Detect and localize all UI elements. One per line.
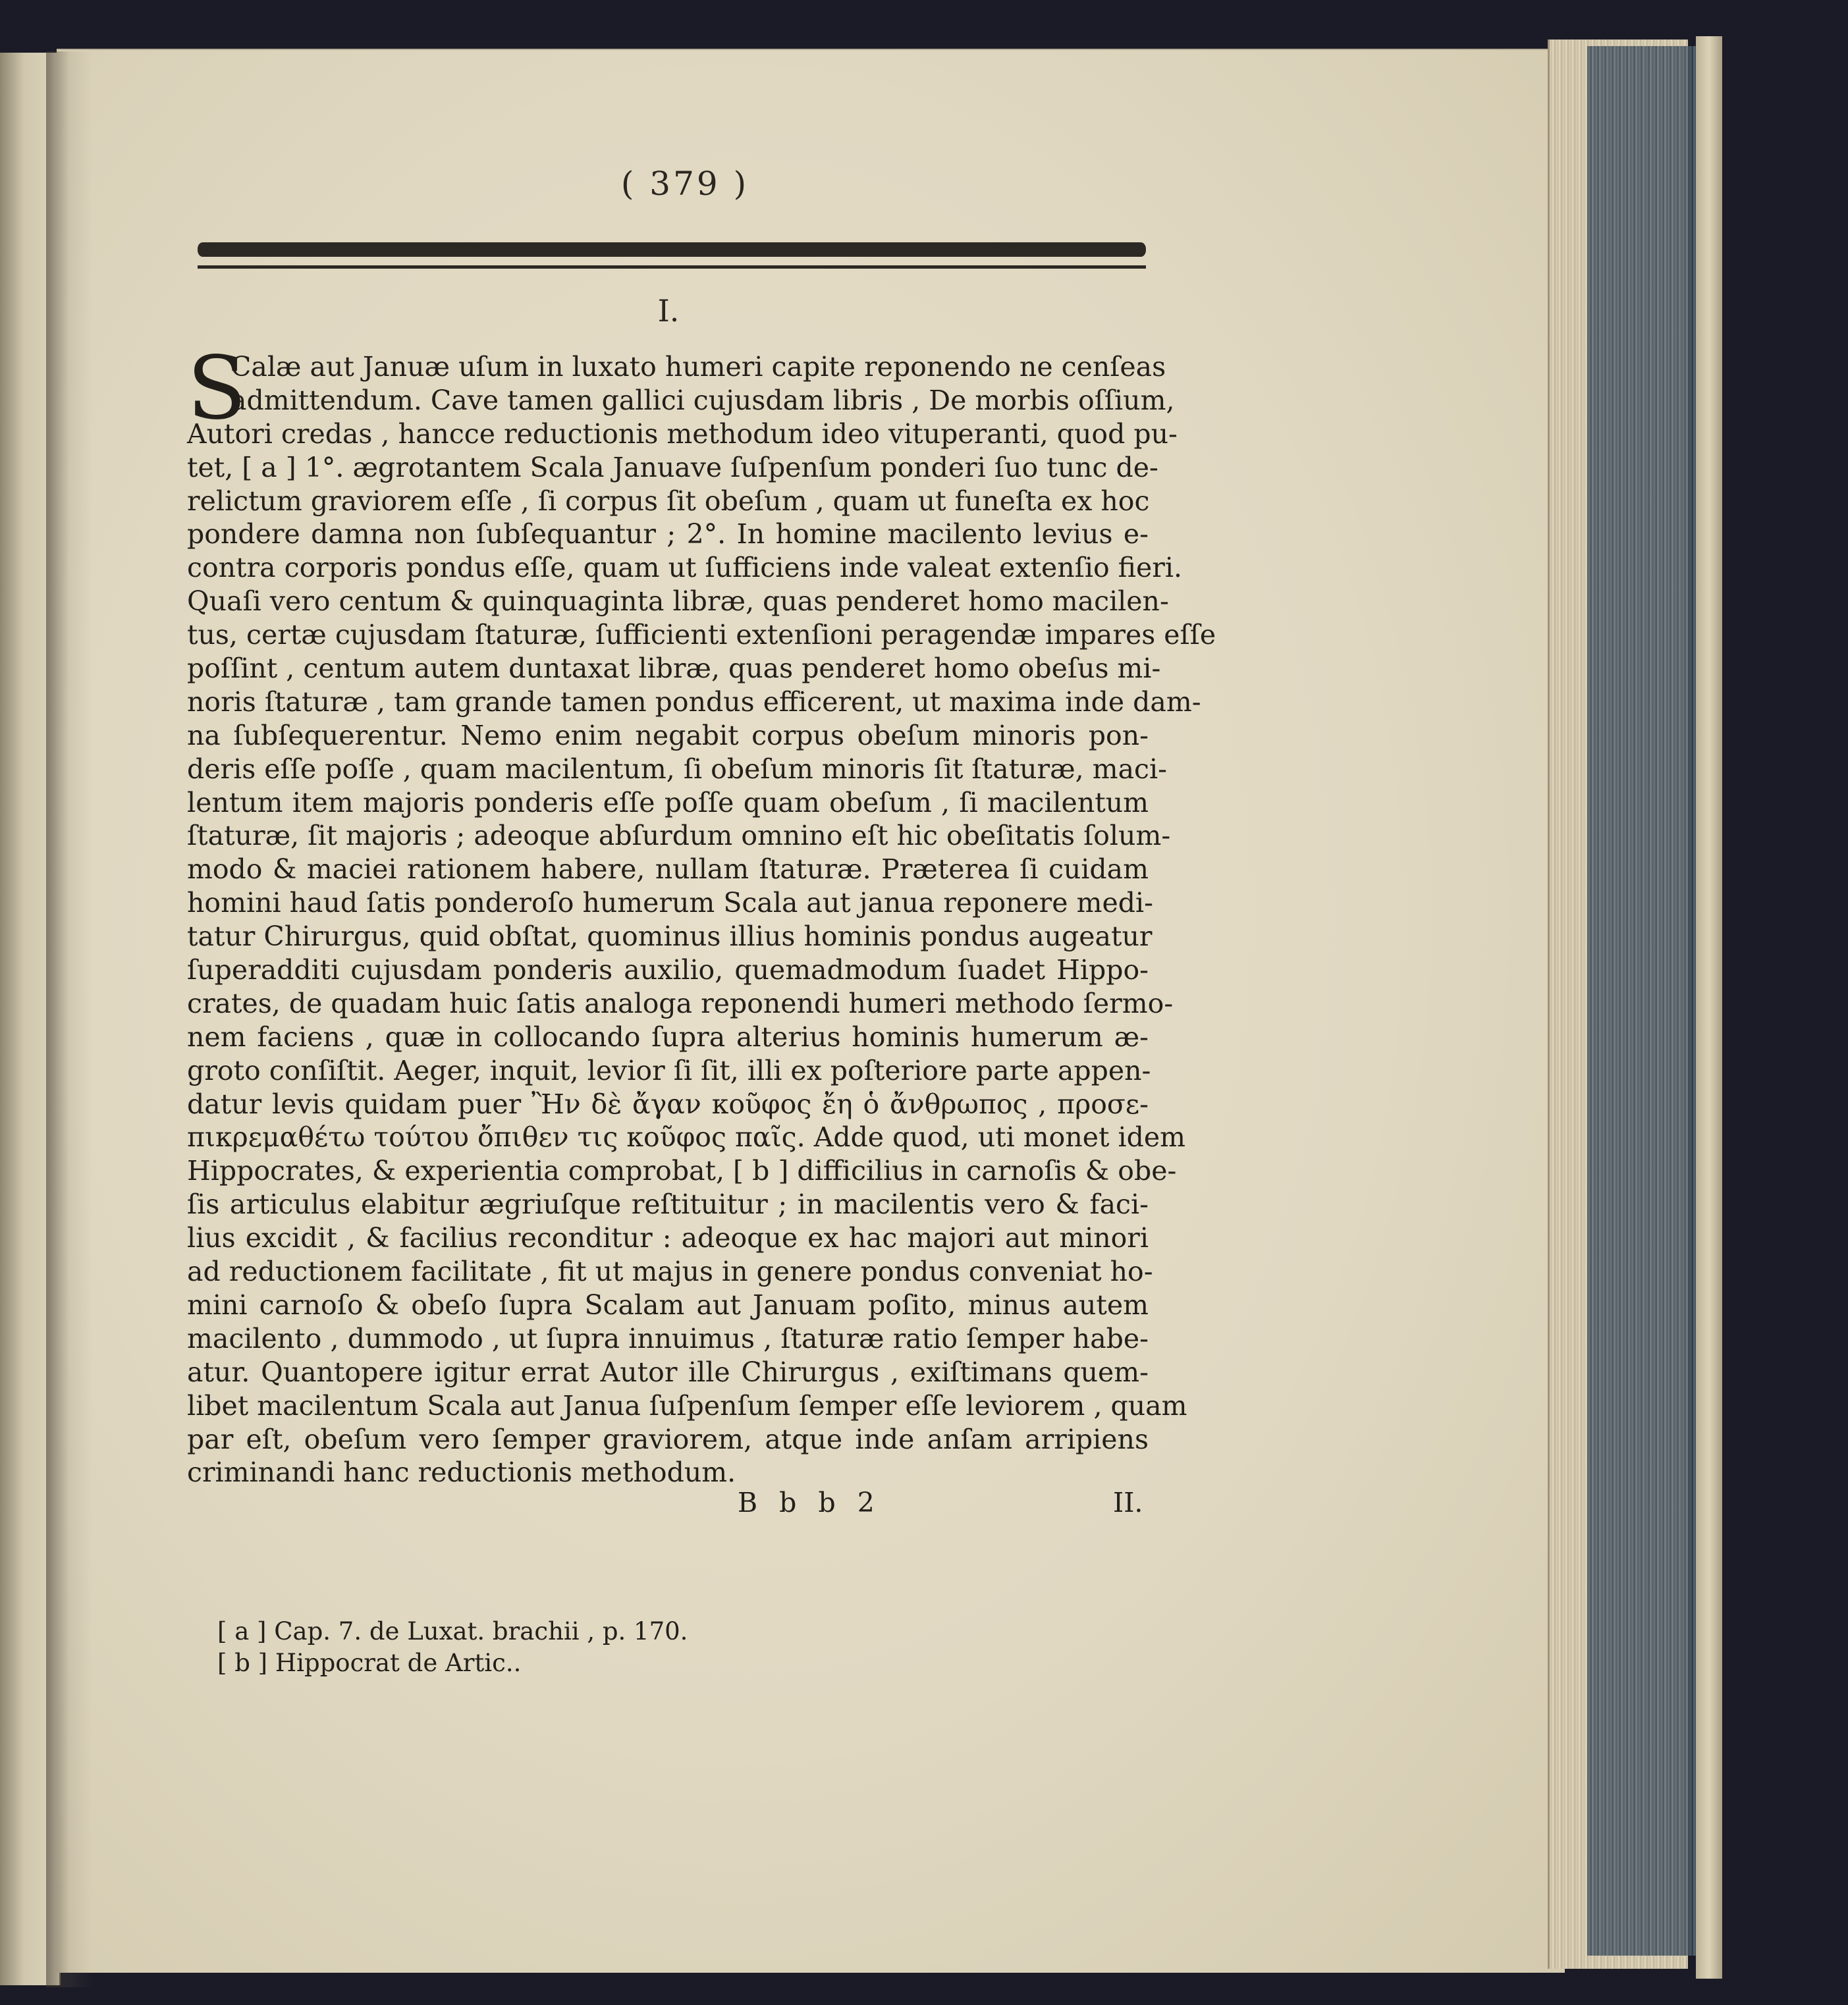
footnotes [217,1616,688,1679]
footnote [217,1616,688,1647]
left-page-edge [0,53,61,1985]
footnote-text: Hippocrat de Artic.. [267,1649,522,1677]
body-line: Quaſi vero centum & quinquaginta libræ, quas penderet homo macilen- [187,585,1169,618]
footnote-text: Cap. 7. de Luxat. brachii , p. 170. [266,1617,688,1645]
body-line: ad reductionem facilitate , fit ut majus in genere pondus conveniat ho- [187,1256,1153,1288]
body-line: noris ſtaturæ , tam grande tamen pondus efficerent, ut maxima inde dam- [187,685,1201,718]
cover-edge [1696,36,1722,1979]
body-line: lius excidit , & facilius reconditur : adeoque ex hac majori aut minori [187,1222,1149,1254]
page-edge-stain [1587,46,1699,1956]
body-line: ſtaturæ, ſit majoris ; adeoque abſurdum omnino eſt hic obeſitatis ſolum- [187,820,1171,852]
header-rule-thick [198,242,1146,257]
body-line: tet, [ a ] 1°. ægrotantem Scala Januave ſuſpenſum ponderi ſuo tunc de- [187,451,1158,483]
footnote [217,1647,688,1679]
body-line: πικρεμαθέτω τούτου ὄπιθεν τις κοῦφος παῖς. Adde quod, uti monet idem [187,1121,1186,1154]
body-line: libet macilentum Scala aut Janua ſuſpenſum ſemper eſſe leviorem , quam [187,1389,1187,1422]
body-line: deris eſſe poſſe , quam macilentum, ſi obeſum minoris ſit ſtaturæ, maci- [187,753,1167,785]
body-line: pondere damna non ſubſequantur ; 2°. In homine macilento levius e- [187,518,1149,550]
signature-mark: B b b 2 [738,1487,881,1518]
body-line: Calæ aut Januæ uſum in luxato humeri capite reponendo ne cenſeas [231,351,1166,383]
body-line: ſuperadditi cujusdam ponderis auxilio, quemadmodum ſuadet Hippo- [187,954,1149,986]
catchword: II. [1113,1487,1143,1518]
body-text [187,338,1216,1489]
body-line: atur. Quantopere igitur errat Autor ille Chirurgus , exiſtimans quem- [187,1356,1149,1388]
body-line: criminandi hanc reductionis methodum. [187,1457,736,1489]
footnote-mark: [ a ] [217,1617,267,1645]
body-line: relictum graviorem eſſe , ſi corpus ſit obeſum , quam ut funeſta ex hoc [187,485,1150,517]
body-line: Hippocrates, & experientia comprobat, [ b ] difficilius in carnoſis & obe- [187,1155,1177,1187]
body-line: nem faciens , quæ in collocando ſupra alterius hominis humerum æ- [187,1021,1149,1053]
body-line: Autori credas , hancce reductionis methodum ideo vituperanti, quod pu- [187,417,1178,450]
drop-cap: S [187,338,247,439]
body-line: poſſint , centum autem duntaxat libræ, quas penderet homo obeſus mi- [187,653,1161,685]
footnote-mark: [ b ] [217,1649,268,1677]
page-header: ( 379 ) [620,165,749,203]
body-line: datur levis quidam puer Ἢν δὲ ἄγαν κοῦφος ἔη ὁ ἄνθρωπος , προσε- [187,1088,1149,1120]
body-line: contra corporis pondus eſſe, quam ut ſufficiens inde valeat extenſio fieri. [187,552,1183,584]
body-line: lentum item majoris ponderis eſſe poſſe quam obeſum , ſi macilentum [187,786,1149,818]
body-line: tatur Chirurgus, quid obſtat, quominus illius hominis pondus augeatur [187,921,1153,953]
body-line: ſis articulus elabitur ægriuſque reſtituitur ; in macilentis vero & faci- [187,1189,1149,1221]
body-line: modo & maciei rationem habere, nullam ſtaturæ. Præterea ſi cuidam [187,853,1149,886]
section-number: I. [657,293,680,329]
body-line: crates, de quadam huic ſatis analoga reponendi humeri methodo ſermo- [187,987,1174,1019]
body-line: groto conſiſtit. Aeger, inquit, levior ſi ſit, illi ex poſteriore parte appen- [187,1054,1151,1086]
body-line: homini haud ſatis ponderoſo humerum Scala aut janua reponere medi- [187,887,1153,919]
body-line: tus, certæ cujusdam ſtaturæ, ſufficienti extenſioni peragendæ impares eſſe [187,619,1216,651]
body-line: macilento , dummodo , ut ſupra innuimus , ſtaturæ ratio ſemper habe- [187,1322,1149,1354]
body-line: admittendum. Cave tamen gallici cujusdam libris , De morbis oſſium, [231,384,1175,416]
body-line: na ſubſequerentur. Nemo enim negabit corpus obeſum minoris pon- [187,719,1149,751]
body-line: mini carnoſo & obeſo ſupra Scalam aut Januam poſito, minus autem [187,1289,1149,1321]
body-line: par eſt, obeſum vero ſemper graviorem, atque inde anſam arripiens [187,1423,1149,1455]
header-rule-thin [198,265,1146,269]
